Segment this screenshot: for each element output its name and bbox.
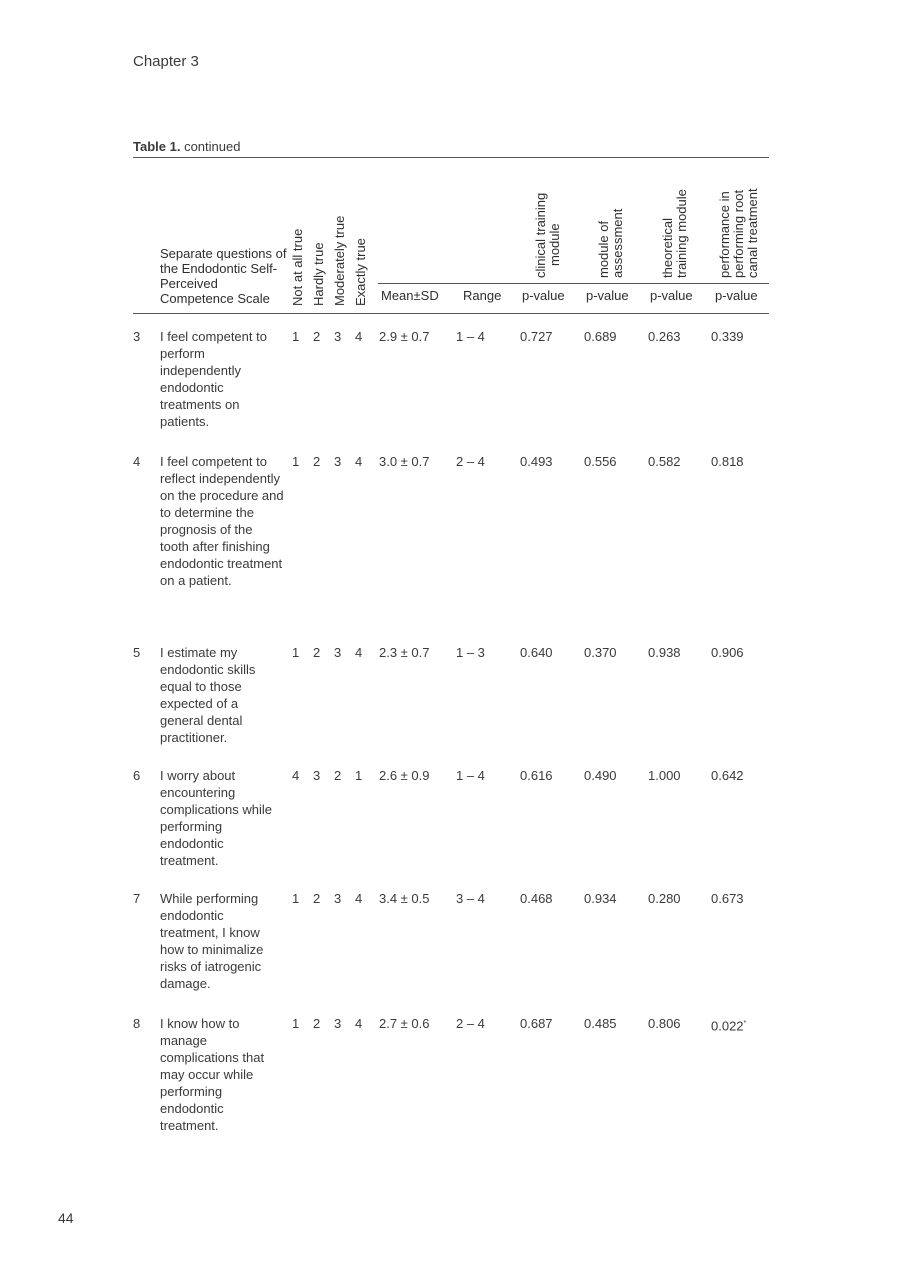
row-number: 8 [133,1016,141,1031]
row-score: 1 [292,1016,300,1031]
header-group-line: clinical training [533,192,548,278]
row-pvalue: 0.938 [648,645,681,660]
header-pvalue-theoretical: p-value [650,288,693,303]
header-group-line: theoretical [660,218,675,278]
row-pvalue: 0.280 [648,891,681,906]
row-score: 2 [313,645,321,660]
row-score: 2 [313,1016,321,1031]
table-caption [133,139,240,154]
row-range: 1 – 3 [456,645,485,660]
header-exactly-true: Exactly true [353,238,368,306]
row-score: 2 [313,891,321,906]
header-pvalue-clinical: p-value [522,288,565,303]
header-bottom-rule [133,313,769,314]
row-mean-sd: 2.6 ± 0.9 [379,768,430,783]
header-mean-sd: Mean±SD [381,288,439,303]
row-pvalue: 0.818 [711,454,744,469]
significance-mark: * [743,1020,747,1027]
header-group-line: assessment [610,208,625,278]
row-score: 4 [355,645,363,660]
row-score: 2 [313,329,321,344]
row-number: 5 [133,645,141,660]
page-number: 44 [58,1210,74,1226]
header-moderately-true: Moderately true [332,215,347,306]
row-pvalue: 0.906 [711,645,744,660]
row-mean-sd: 3.4 ± 0.5 [379,891,430,906]
row-pvalue: 0.582 [648,454,681,469]
row-question: I estimate my endodontic skills equal to those expected of a general dental practitioner. [160,645,256,745]
header-group-clinical-training [534,193,562,278]
header-pvalue-root-canal: p-value [715,288,758,303]
row-number: 6 [133,768,141,783]
row-pvalue: 0.339 [711,329,744,344]
row-pvalue: 0.490 [584,768,617,783]
row-question: I feel competent to perform independently endodontic treatments on patients. [160,329,267,429]
row-pvalue: 0.806 [648,1016,681,1031]
row-range: 1 – 4 [456,768,485,783]
header-questions: Separate questions of the Endodontic Self-Perceived Competence Scale [160,246,287,306]
row-pvalue: 0.556 [584,454,617,469]
table-top-rule [133,157,769,158]
row-pvalue: 0.727 [520,329,553,344]
row-score: 3 [334,454,342,469]
header-not-at-all-true: Not at all true [290,228,305,306]
row-pvalue: 0.485 [584,1016,617,1031]
row-pvalue: 0.022 [711,1018,744,1034]
header-group-theoretical [661,189,689,278]
row-pvalue: 0.370 [584,645,617,660]
header-group-line: performing root [731,189,746,278]
row-score: 2 [334,768,342,783]
row-score: 4 [355,891,363,906]
row-pvalue: 0.616 [520,768,553,783]
header-group-line: training module [674,189,689,278]
table-caption-text: continued [184,139,241,154]
row-pvalue: 0.493 [520,454,553,469]
row-score: 1 [292,645,300,660]
header-hardly-true: Hardly true [311,242,326,306]
row-pvalue: 0.673 [711,891,744,906]
row-score: 1 [292,891,300,906]
row-question: I feel competent to reflect independently on the procedure and to determine the prognosis of the tooth after finishing endodontic treatment on a patient. [160,454,284,588]
header-group-line: canal treatment [745,188,760,278]
row-score: 1 [292,329,300,344]
header-group-line: module of [596,220,611,278]
row-range: 1 – 4 [456,329,485,344]
header-group-root-canal [718,188,760,278]
table-caption-label: Table 1. [133,139,181,154]
row-mean-sd: 3.0 ± 0.7 [379,454,430,469]
row-score: 3 [334,645,342,660]
row-range: 2 – 4 [456,454,485,469]
row-score: 4 [355,454,363,469]
row-score: 4 [292,768,300,783]
row-mean-sd: 2.9 ± 0.7 [379,329,430,344]
row-score: 1 [292,454,300,469]
row-question: While performing endodontic treatment, I know how to minimalize risks of iatrogenic damage. [160,891,264,991]
row-score: 3 [334,1016,342,1031]
row-question: I know how to manage complications that may occur while performing endodontic treatment. [160,1016,265,1133]
header-group-line: module [547,223,562,266]
row-pvalue: 0.642 [711,768,744,783]
header-group-assessment [597,209,625,278]
row-range: 3 – 4 [456,891,485,906]
row-mean-sd: 2.7 ± 0.6 [379,1016,430,1031]
row-score: 4 [355,1016,363,1031]
row-pvalue-cell [711,1015,746,1034]
row-number: 7 [133,891,141,906]
row-number: 3 [133,329,141,344]
row-range: 2 – 4 [456,1016,485,1031]
header-range: Range [463,288,502,303]
row-number: 4 [133,454,141,469]
header-sub-rule [378,283,769,284]
row-score: 3 [334,891,342,906]
row-question: I worry about encountering complications while performing endodontic treatment. [160,768,272,868]
row-score: 3 [334,329,342,344]
row-score: 2 [313,454,321,469]
row-pvalue: 0.468 [520,891,553,906]
header-group-line: performance in [717,191,732,278]
row-score: 3 [313,768,321,783]
row-score: 4 [355,329,363,344]
chapter-heading: Chapter 3 [133,53,199,70]
row-score: 1 [355,768,363,783]
row-pvalue: 0.687 [520,1016,553,1031]
row-pvalue: 1.000 [648,768,681,783]
row-pvalue: 0.689 [584,329,617,344]
header-pvalue-assessment: p-value [586,288,629,303]
row-mean-sd: 2.3 ± 0.7 [379,645,430,660]
row-pvalue: 0.934 [584,891,617,906]
row-pvalue: 0.640 [520,645,553,660]
row-pvalue: 0.263 [648,329,681,344]
